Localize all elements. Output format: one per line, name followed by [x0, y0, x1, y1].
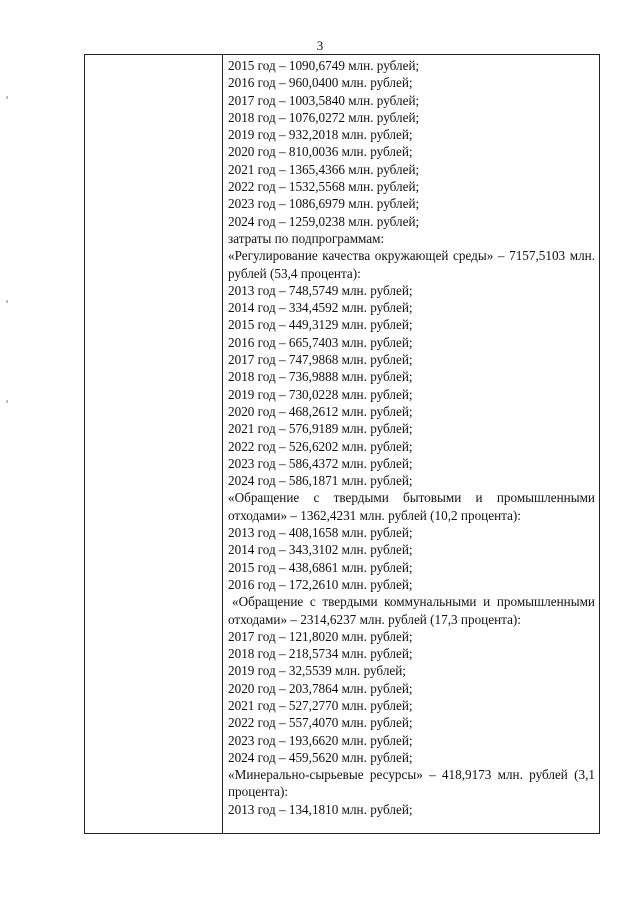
text-line: 2021 год – 527,2770 млн. рублей;: [228, 697, 413, 713]
text-line: 2017 год – 121,8020 млн. рублей;: [228, 628, 413, 644]
text-line: 2023 год – 193,6620 млн. рублей;: [228, 732, 413, 748]
text-line: 2018 год – 218,5734 млн. рублей;: [228, 646, 413, 662]
text-line: 2016 год – 665,7403 млн. рублей;: [228, 334, 413, 350]
text-line: 2018 год – 1076,0272 млн. рублей;: [228, 109, 420, 125]
subprogram-heading: «Минерально-сырьевые ресурсы» – 418,9173 млн. рублей (3,1 процента):: [228, 767, 595, 800]
text-line: 2013 год – 134,1810 млн. рублей;: [228, 801, 413, 817]
text-line: 2020 год – 810,0036 млн. рублей;: [228, 144, 413, 160]
text-line: 2023 год – 586,4372 млн. рублей;: [228, 455, 413, 471]
column-divider: [222, 55, 223, 833]
text-line: 2022 год – 557,4070 млн. рублей;: [228, 715, 413, 731]
text-line: 2015 год – 1090,6749 млн. рублей;: [228, 58, 420, 73]
text-line: 2014 год – 343,3102 млн. рублей;: [228, 542, 413, 558]
text-line: 2024 год – 586,1871 млн. рублей;: [228, 473, 413, 489]
text-line: 2018 год – 736,9888 млн. рублей;: [228, 369, 413, 385]
text-line: затраты по подпрограммам:: [228, 230, 385, 246]
text-line: 2013 год – 408,1658 млн. рублей;: [228, 525, 413, 541]
text-line: 2019 год – 730,0228 млн. рублей;: [228, 386, 413, 402]
text-line: 2015 год – 438,6861 млн. рублей;: [228, 559, 413, 575]
text-line: 2017 год – 1003,5840 млн. рублей;: [228, 92, 420, 108]
text-line: 2019 год – 32,5539 млн. рублей;: [228, 663, 406, 679]
text-line: 2016 год – 960,0400 млн. рублей;: [228, 75, 413, 91]
text-line: 2021 год – 576,9189 млн. рублей;: [228, 421, 413, 437]
text-line: 2016 год – 172,2610 млн. рублей;: [228, 576, 413, 592]
page-number: 3: [316, 38, 324, 53]
text-line: 2020 год – 203,7864 млн. рублей;: [228, 680, 413, 696]
text-line: 2022 год – 1532,5568 млн. рублей;: [228, 179, 420, 195]
text-line: 2017 год – 747,9868 млн. рублей;: [228, 352, 413, 368]
text-line: 2020 год – 468,2612 млн. рублей;: [228, 403, 413, 419]
scan-edge-mark: [6, 300, 8, 303]
content-table: [84, 54, 600, 834]
text-line: 2024 год – 459,5620 млн. рублей;: [228, 749, 413, 765]
table-text-cell: [228, 57, 595, 818]
scan-edge-mark: [6, 400, 8, 403]
subprogram-heading: «Регулирование качества окружающей среды» – 7157,5103 млн. рублей (53,4 процента):: [228, 248, 595, 281]
text-line: 2024 год – 1259,0238 млн. рублей;: [228, 213, 420, 229]
subprogram-heading: «Обращение с твердыми коммунальными и промышленными отходами» – 2314,6237 млн. рублей (17,3 процента):: [228, 594, 595, 627]
text-line: 2022 год – 526,6202 млн. рублей;: [228, 438, 413, 454]
text-line: 2023 год – 1086,6979 млн. рублей;: [228, 196, 420, 212]
text-line: 2013 год – 748,5749 млн. рублей;: [228, 282, 413, 298]
scan-edge-mark: [6, 96, 8, 99]
text-line: 2015 год – 449,3129 млн. рублей;: [228, 317, 413, 333]
text-line: 2021 год – 1365,4366 млн. рублей;: [228, 161, 420, 177]
text-line: 2014 год – 334,4592 млн. рублей;: [228, 300, 413, 316]
text-line: 2019 год – 932,2018 млн. рублей;: [228, 127, 413, 143]
subprogram-heading: «Обращение с твердыми бытовыми и промышленными отходами» – 1362,4231 млн. рублей (10,2 процента):: [228, 490, 595, 523]
